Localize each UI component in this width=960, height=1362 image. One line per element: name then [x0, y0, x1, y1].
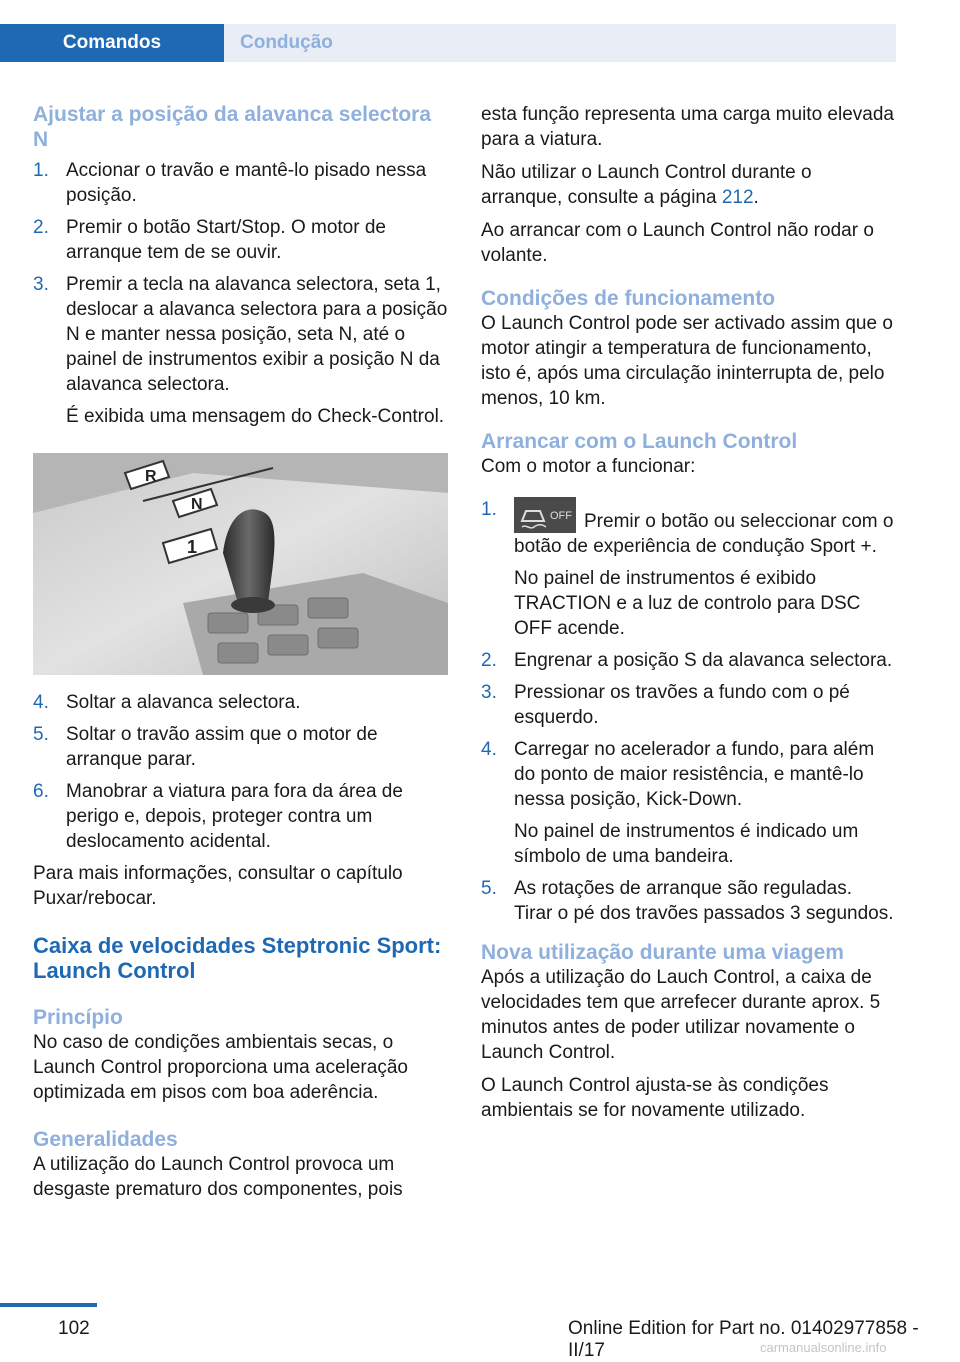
step-text: Carregar no acelerador a fundo, para além do ponto de maior resistência, e mantê-lo nessa posição, Kick-Down.	[514, 739, 875, 810]
step-note: No painel de instrumentos é indicado um símbolo de uma bandeira.	[514, 821, 859, 867]
tab-comandos[interactable]: Comandos	[0, 24, 224, 62]
step-note: No painel de instrumentos é exibido TRACTION e a luz de controlo para DSC OFF acende.	[514, 568, 861, 639]
footer-accent-line	[0, 1303, 97, 1307]
arrow-label-n: N	[191, 496, 203, 513]
heading-selector-position: Ajustar a posição da alavanca selectora N	[33, 103, 432, 151]
tab-conducao[interactable]: Condução	[224, 24, 896, 62]
step-text: As rotações de arranque são reguladas. Tirar o pé dos travões passados 3 segundos.	[514, 878, 894, 924]
step-number: 6.	[33, 781, 49, 802]
steps-list-b	[33, 690, 449, 854]
step-number: 1.	[481, 499, 497, 520]
dsc-off-icon	[514, 497, 576, 533]
step-text: Soltar a alavanca selectora.	[66, 692, 301, 713]
list-item	[33, 690, 449, 715]
paragraph-condicoes: O Launch Control pode ser activado assim que o motor atingir a temperatura de funcionamento, isto é, após uma circulação ininterrupta de, pelo menos, 10 km.	[481, 313, 893, 409]
heading-condicoes: Condições de funcionamento	[481, 287, 776, 310]
step-text: Manobrar a viatura para fora da área de perigo e, depois, proteger contra um deslocamento acidental.	[66, 781, 403, 852]
step-number: 3.	[33, 274, 49, 295]
nao-utilizar-end: .	[753, 187, 759, 208]
paragraph-motor: Com o motor a funcionar:	[481, 456, 696, 477]
step-number: 4.	[481, 739, 497, 760]
step-text: Pressionar os travões a fundo com o pé esquerdo.	[514, 682, 850, 728]
dsc-off-label: OFF	[550, 510, 572, 522]
left-column	[33, 102, 449, 1210]
list-item	[33, 215, 449, 265]
heading-steptronic: Caixa de velocidades Steptronic Sport: Launch Control	[33, 933, 442, 983]
page-number: 102	[58, 1318, 90, 1339]
steps-list-launch	[481, 497, 895, 926]
heading-nova-utilizacao: Nova utilização durante uma viagem	[481, 941, 844, 964]
list-item	[33, 779, 449, 854]
edition-note: Online Edition for Part no. 01402977858 - II/17	[568, 1318, 919, 1361]
page-link[interactable]: 212	[721, 187, 754, 208]
step-text: Premir a tecla na alavanca selectora, seta 1, deslocar a alavanca selectora para a posição N e manter nessa posição, seta N, até o painel de instrumentos exibir a posição N da alavanca selectora.	[66, 274, 448, 395]
list-item	[481, 680, 895, 730]
arrow-label-1: 1	[187, 537, 198, 557]
paragraph-nova-2: O Launch Control ajusta-se às condições ambientais se for novamente utilizado.	[481, 1075, 829, 1121]
step-number: 4.	[33, 692, 49, 713]
step-number: 5.	[481, 878, 497, 899]
step-text-with-icon	[514, 497, 895, 559]
list-item	[33, 722, 449, 772]
paragraph-generalidades: A utilização do Launch Control provoca um desgaste prematuro dos componentes, pois	[33, 1154, 403, 1200]
step-number: 2.	[481, 650, 497, 671]
step-text: Accionar o travão e mantê-lo pisado nessa posição.	[66, 160, 427, 206]
paragraph-principio: No caso de condições ambientais secas, o Launch Control proporciona uma aceleração optimizada em pisos com boa aderência.	[33, 1032, 408, 1103]
header-bar	[0, 24, 896, 62]
right-column	[481, 102, 895, 1131]
step-text: Engrenar a posição S da alavanca selectora.	[514, 650, 893, 671]
paragraph-more-info: Para mais informações, consultar o capítulo Puxar/rebocar.	[33, 863, 403, 909]
heading-generalidades: Generalidades	[33, 1128, 178, 1151]
gear-selector-illustration	[33, 453, 448, 675]
step-number: 1.	[33, 160, 49, 181]
paragraph-volante: Ao arrancar com o Launch Control não rodar o volante.	[481, 220, 874, 266]
list-item	[33, 158, 449, 208]
step-number: 2.	[33, 217, 49, 238]
step-number: 5.	[33, 724, 49, 745]
step-text: Soltar o travão assim que o motor de arranque parar.	[66, 724, 378, 770]
watermark: carmanualsonline.info	[760, 1340, 887, 1355]
list-item	[481, 648, 895, 673]
arrow-label-r: R	[145, 468, 157, 485]
heading-arrancar: Arrancar com o Launch Control	[481, 430, 798, 453]
paragraph-continuation: esta função representa uma carga muito elevada para a viatura.	[481, 104, 894, 150]
list-item	[33, 272, 449, 429]
step-text: Premir o botão Start/Stop. O motor de arranque tem de se ouvir.	[66, 217, 386, 263]
paragraph-nova-1: Após a utilização do Lauch Control, a caixa de velocidades tem que arrefecer durante aprox. 5 minutos antes de poder utilizar novamente o Launch Control.	[481, 967, 881, 1063]
heading-principio: Princípio	[33, 1006, 123, 1029]
list-item	[481, 876, 895, 926]
list-item	[481, 737, 895, 869]
steps-list-a	[33, 158, 449, 429]
nao-utilizar-text: Não utilizar o Launch Control durante o arranque, consulte a página	[481, 162, 812, 208]
gear-selector-figure	[33, 453, 448, 675]
step-note: É exibida uma mensagem do Check-Control.	[66, 406, 445, 427]
step-text: Premir o botão ou seleccionar com o botão de experiência de condução Sport +.	[514, 511, 894, 557]
paragraph-nao-utilizar	[481, 160, 895, 210]
list-item	[481, 497, 895, 641]
step-number: 3.	[481, 682, 497, 703]
